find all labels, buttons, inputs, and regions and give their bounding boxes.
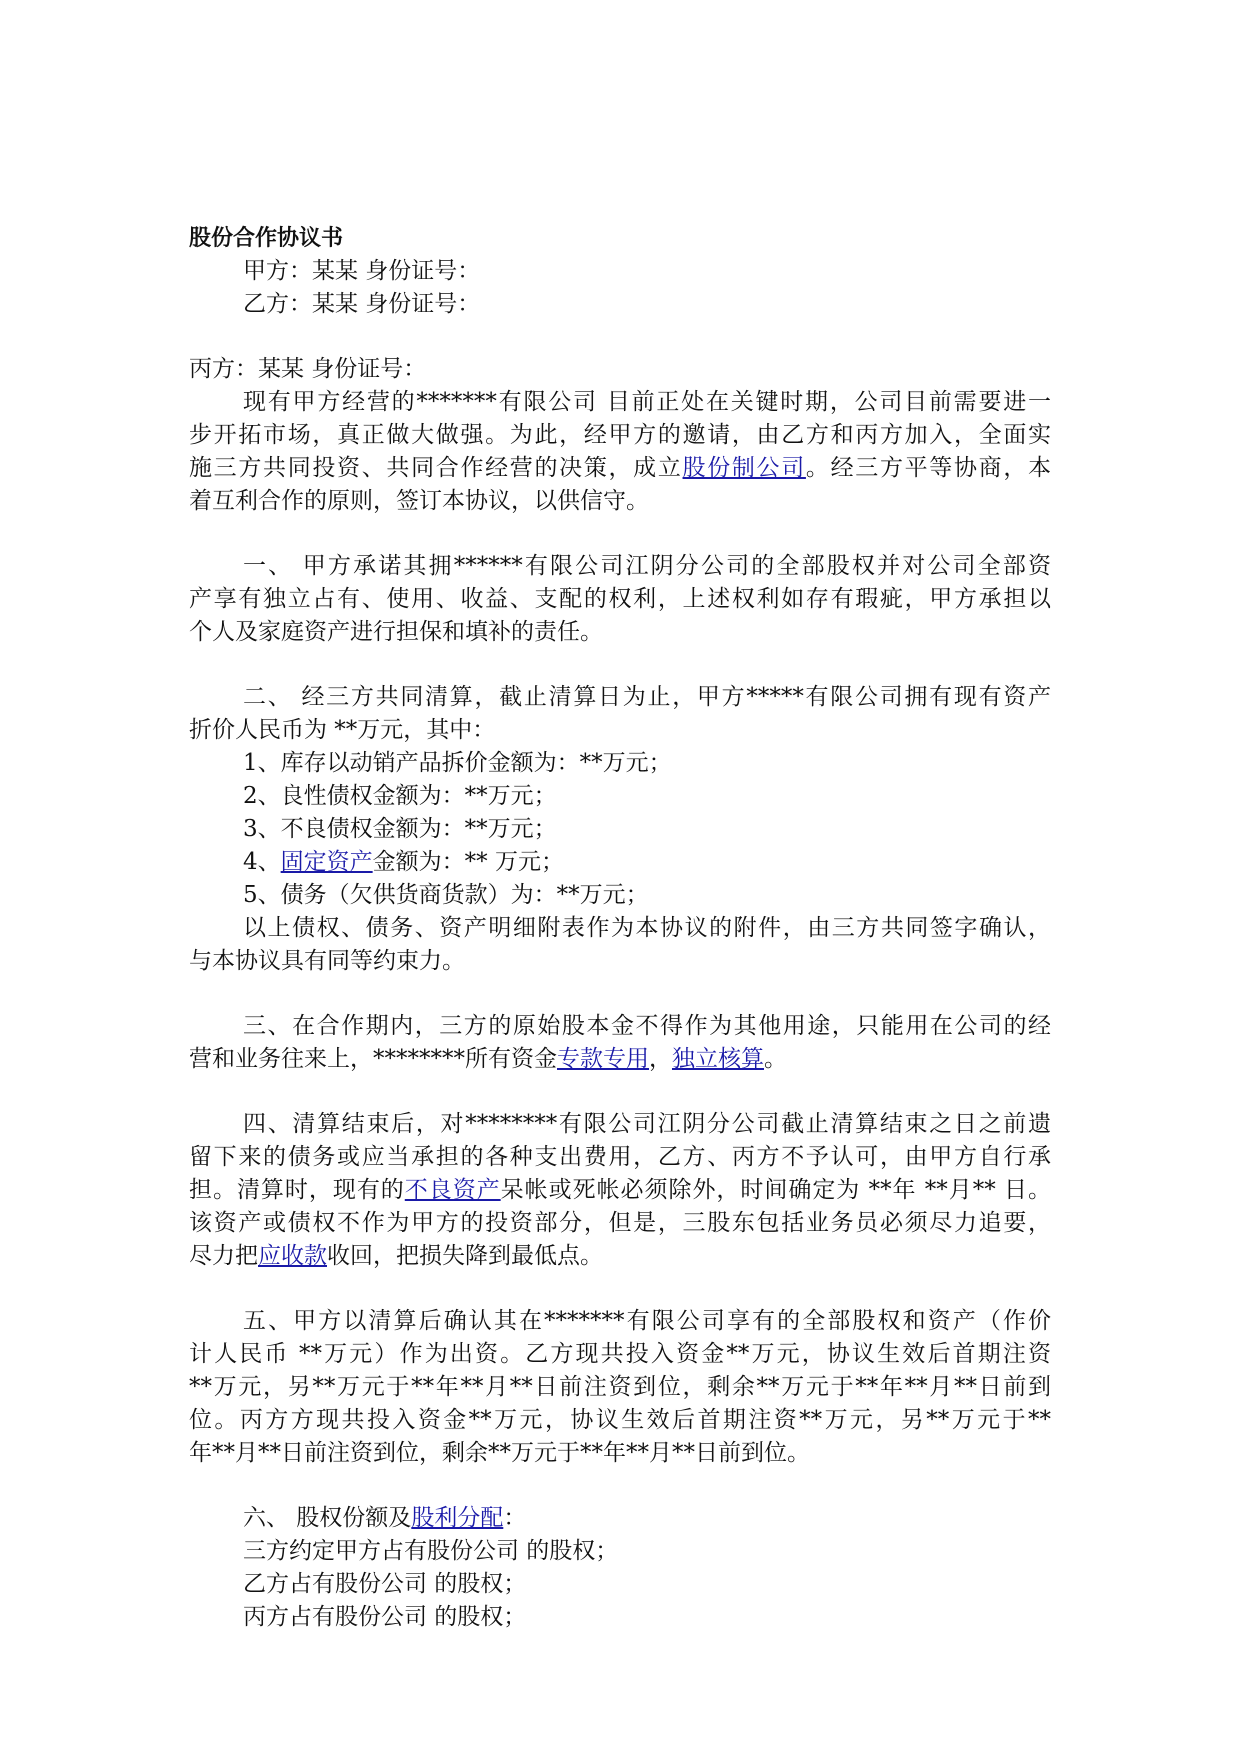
- text-span: 六、 股权份额及: [243, 1505, 412, 1531]
- paragraph-line: 以上债权、债务、资产明细附表作为本协议的附件，由三方共同签字确认，: [243, 915, 1051, 941]
- text-span: 金额为：** 万元；: [372, 849, 564, 875]
- paragraph-line: [189, 1174, 1051, 1207]
- paragraph-line: [189, 1043, 1051, 1076]
- party-c-line: 丙方：某某 身份证号：: [189, 356, 427, 382]
- paragraph-line: 一、 甲方承诺其拥******有限公司江阴分公司的全部股权并对公司全部资: [243, 553, 1051, 579]
- link-fixed-assets[interactable]: 固定资产: [280, 849, 373, 875]
- text-span: ：: [503, 1505, 527, 1531]
- list-item: 5、债务（欠供货商货款）为：**万元；: [243, 882, 649, 908]
- paragraph-line: 位。丙方方现共投入资金**万元，协议生效后首期注资**万元，另**万元于**: [189, 1407, 1051, 1433]
- text-span: 呆帐或死帐必须除外，时间确定为 **年 **月** 日。: [500, 1177, 1052, 1203]
- paragraph-line: 三方约定甲方占有股份公司 的股权；: [243, 1538, 619, 1564]
- paragraph-line: 二、 经三方共同清算，截止清算日为止，甲方*****有限公司拥有现有资产: [243, 684, 1051, 710]
- paragraph-line: [189, 452, 1051, 485]
- text-span: ，: [649, 1046, 672, 1072]
- section-3: [189, 1010, 1051, 1076]
- paragraph-line: **万元，另**万元于**年**月**日前注资到位，剩余**万元于**年**月**日前到: [189, 1374, 1051, 1400]
- text-span: 施三方共同投资、共同合作经营的决策，成立: [189, 455, 683, 481]
- text-span: 。: [764, 1046, 787, 1072]
- paragraph-line: 四、清算结束后，对********有限公司江阴分公司截止清算结束之日之前遗: [243, 1111, 1051, 1137]
- paragraph-line: 五、甲方以清算后确认其在*******有限公司享有的全部股权和资产（作价: [243, 1308, 1051, 1334]
- section-4: [189, 1108, 1051, 1273]
- list-item: 3、不良债权金额为：**万元；: [243, 816, 557, 842]
- paragraph-line: 着互利合作的原则，签订本协议，以供信守。: [189, 488, 649, 514]
- party-b-line: 乙方：某某 身份证号：: [243, 291, 481, 317]
- paragraph-line: 步开拓市场，真正做大做强。为此，经甲方的邀请，由乙方和丙方加入，全面实: [189, 422, 1051, 448]
- link-earmarked-funds[interactable]: 专款专用: [557, 1046, 649, 1072]
- section-2: [189, 681, 1051, 978]
- section-6: [189, 1502, 1051, 1634]
- list-item: [189, 846, 1051, 879]
- link-joint-stock-company[interactable]: 股份制公司: [682, 455, 806, 481]
- section-1: [189, 550, 1051, 649]
- spacer: [189, 1076, 1051, 1108]
- paragraph-line: [189, 1240, 1051, 1273]
- section-5: [189, 1305, 1051, 1470]
- text-span: 。经三方平等协商，本: [805, 455, 1052, 481]
- list-item: 2、良性债权金额为：**万元；: [243, 783, 557, 809]
- link-dividend-distribution[interactable]: 股利分配: [411, 1505, 504, 1531]
- paragraph-line: 与本协议具有同等约束力。: [189, 948, 465, 974]
- paragraph-line: 产享有独立占有、使用、收益、支配的权利，上述权利如存有瑕疵，甲方承担以: [189, 586, 1051, 612]
- paragraph-line: 折价人民币为 **万元，其中：: [189, 717, 496, 743]
- paragraph-line: 现有甲方经营的*******有限公司 目前正处在关键时期，公司目前需要进一: [243, 389, 1051, 415]
- preamble-paragraph: [189, 386, 1051, 518]
- link-bad-assets[interactable]: 不良资产: [404, 1177, 501, 1203]
- paragraph-line: 乙方占有股份公司 的股权；: [243, 1571, 527, 1597]
- spacer: [189, 518, 1051, 550]
- paragraph-line: 丙方占有股份公司 的股权；: [243, 1604, 527, 1630]
- paragraph-line: 年**月**日前注资到位，剩余**万元于**年**月**日前到位。: [189, 1440, 810, 1466]
- party-a-line: 甲方：某某 身份证号：: [243, 258, 481, 284]
- text-span: 担。清算时，现有的: [189, 1177, 405, 1203]
- paragraph-line: 计人民币 **万元）作为出资。乙方现共投入资金**万元，协议生效后首期注资: [189, 1341, 1051, 1367]
- document-title: 股份合作协议书: [189, 226, 344, 251]
- list-item: 1、库存以动销产品拆价金额为：**万元；: [243, 750, 672, 776]
- spacer: [189, 649, 1051, 681]
- paragraph-line: 该资产或债权不作为甲方的投资部分，但是，三股东包括业务员必须尽力追要，: [189, 1210, 1051, 1236]
- text-span: 收回，把损失降到最低点。: [327, 1243, 603, 1269]
- spacer: [189, 1470, 1051, 1502]
- spacer: [189, 978, 1051, 1010]
- text-span: 营和业务往来上，********所有资金: [189, 1046, 557, 1072]
- spacer: [189, 321, 1051, 353]
- link-independent-accounting[interactable]: 独立核算: [672, 1046, 764, 1072]
- link-receivables[interactable]: 应收款: [258, 1243, 327, 1269]
- paragraph-line: 三、在合作期内，三方的原始股本金不得作为其他用途，只能用在公司的经: [243, 1013, 1051, 1039]
- text-span: 尽力把: [189, 1243, 258, 1269]
- paragraph-line: [189, 1502, 1051, 1535]
- text-span: 4、: [243, 849, 281, 875]
- spacer: [189, 1273, 1051, 1305]
- paragraph-line: 个人及家庭资产进行担保和填补的责任。: [189, 619, 603, 645]
- document-page: [189, 222, 1051, 1634]
- paragraph-line: 留下来的债务或应当承担的各种支出费用，乙方、丙方不予认可，由甲方自行承: [189, 1144, 1051, 1170]
